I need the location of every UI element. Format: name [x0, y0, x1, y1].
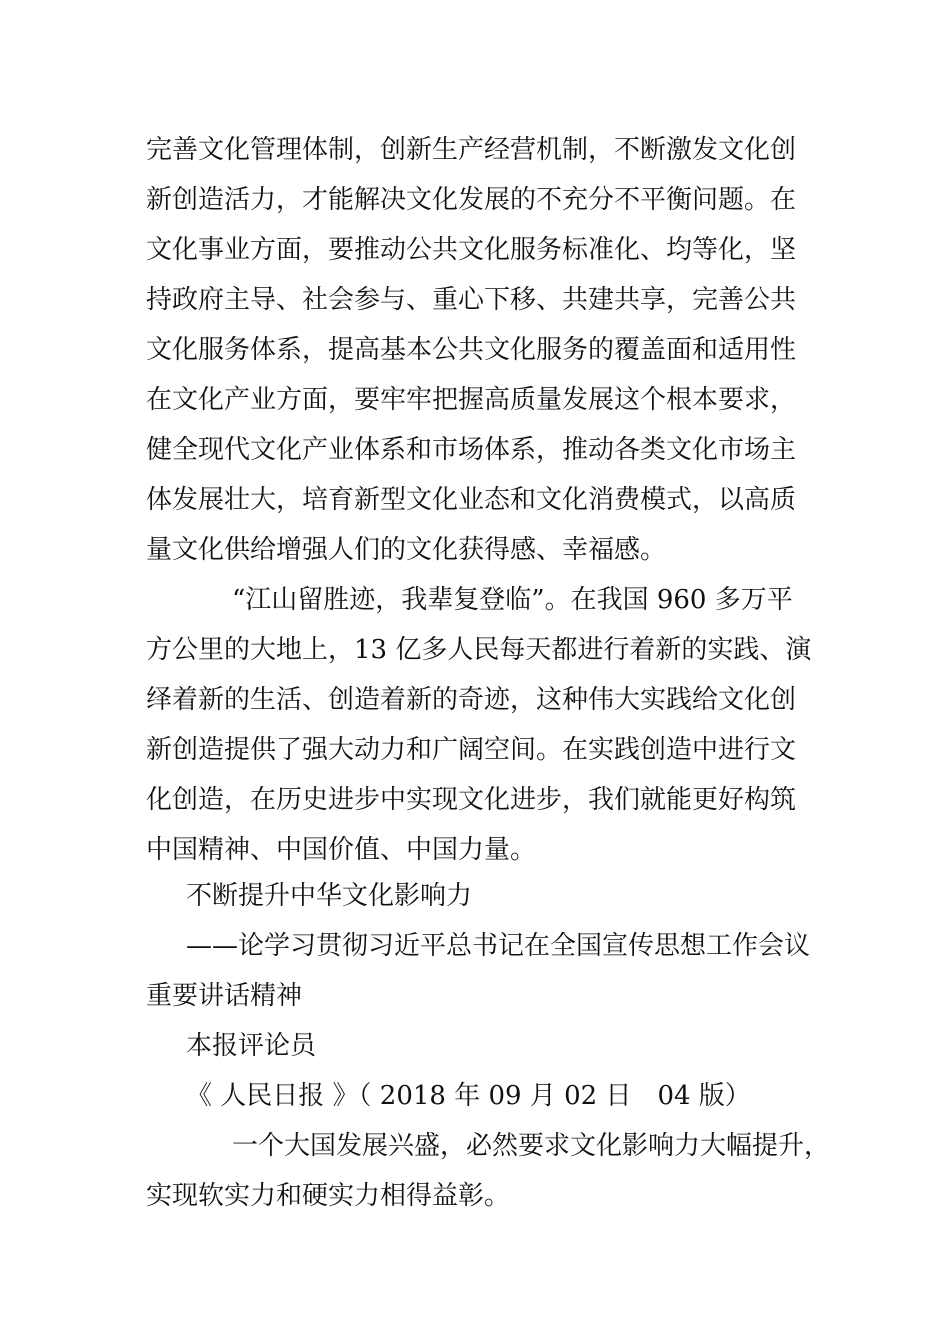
- body-text-line: “江山留胜迹，我辈复登临”。在我国 960 多万平: [232, 585, 793, 615]
- body-text-line: 体发展壮大，培育新型文化业态和文化消费模式，以高质: [146, 485, 797, 515]
- body-text-line: 一个大国发展兴盛，必然要求文化影响力大幅提升，: [232, 1131, 831, 1161]
- byline: 本报评论员: [186, 1031, 317, 1061]
- body-text-line: 量文化供给增强人们的文化获得感、幸福感。: [146, 535, 667, 565]
- body-text-line: 新创造提供了强大动力和广阔空间。在实践创造中进行文: [146, 735, 797, 765]
- body-text-line: 持政府主导、社会参与、重心下移、共建共享，完善公共: [146, 285, 797, 315]
- article-subtitle: ——论学习贯彻习近平总书记在全国宣传思想工作会议: [186, 931, 811, 961]
- body-text-line: 实现软实力和硬实力相得益彰。: [146, 1181, 511, 1211]
- body-text-line: 中国精神、中国价值、中国力量。: [146, 835, 537, 865]
- source-line: 《 人民日报 》（ 2018 年 09 月 02 日 04 版）: [186, 1081, 751, 1111]
- body-text-line: 在文化产业方面，要牢牢把握高质量发展这个根本要求，: [146, 385, 797, 415]
- body-text-line: 文化事业方面，要推动公共文化服务标准化、均等化，坚: [146, 235, 797, 265]
- body-text-line: 健全现代文化产业体系和市场体系，推动各类文化市场主: [146, 435, 797, 465]
- body-text-line: 新创造活力，才能解决文化发展的不充分不平衡问题。在: [146, 185, 797, 215]
- body-text-line: 化创造，在历史进步中实现文化进步，我们就能更好构筑: [146, 785, 797, 815]
- article-subtitle: 重要讲话精神: [146, 981, 303, 1011]
- body-text-line: 完善文化管理体制，创新生产经营机制，不断激发文化创: [146, 135, 797, 165]
- body-text-line: 绎着新的生活、创造着新的奇迹，这种伟大实践给文化创: [146, 685, 797, 715]
- body-text-line: 方公里的大地上，13 亿多人民每天都进行着新的实践、演: [146, 635, 812, 665]
- body-text-line: 文化服务体系，提高基本公共文化服务的覆盖面和适用性: [146, 335, 797, 365]
- article-title: 不断提升中华文化影响力: [186, 881, 473, 911]
